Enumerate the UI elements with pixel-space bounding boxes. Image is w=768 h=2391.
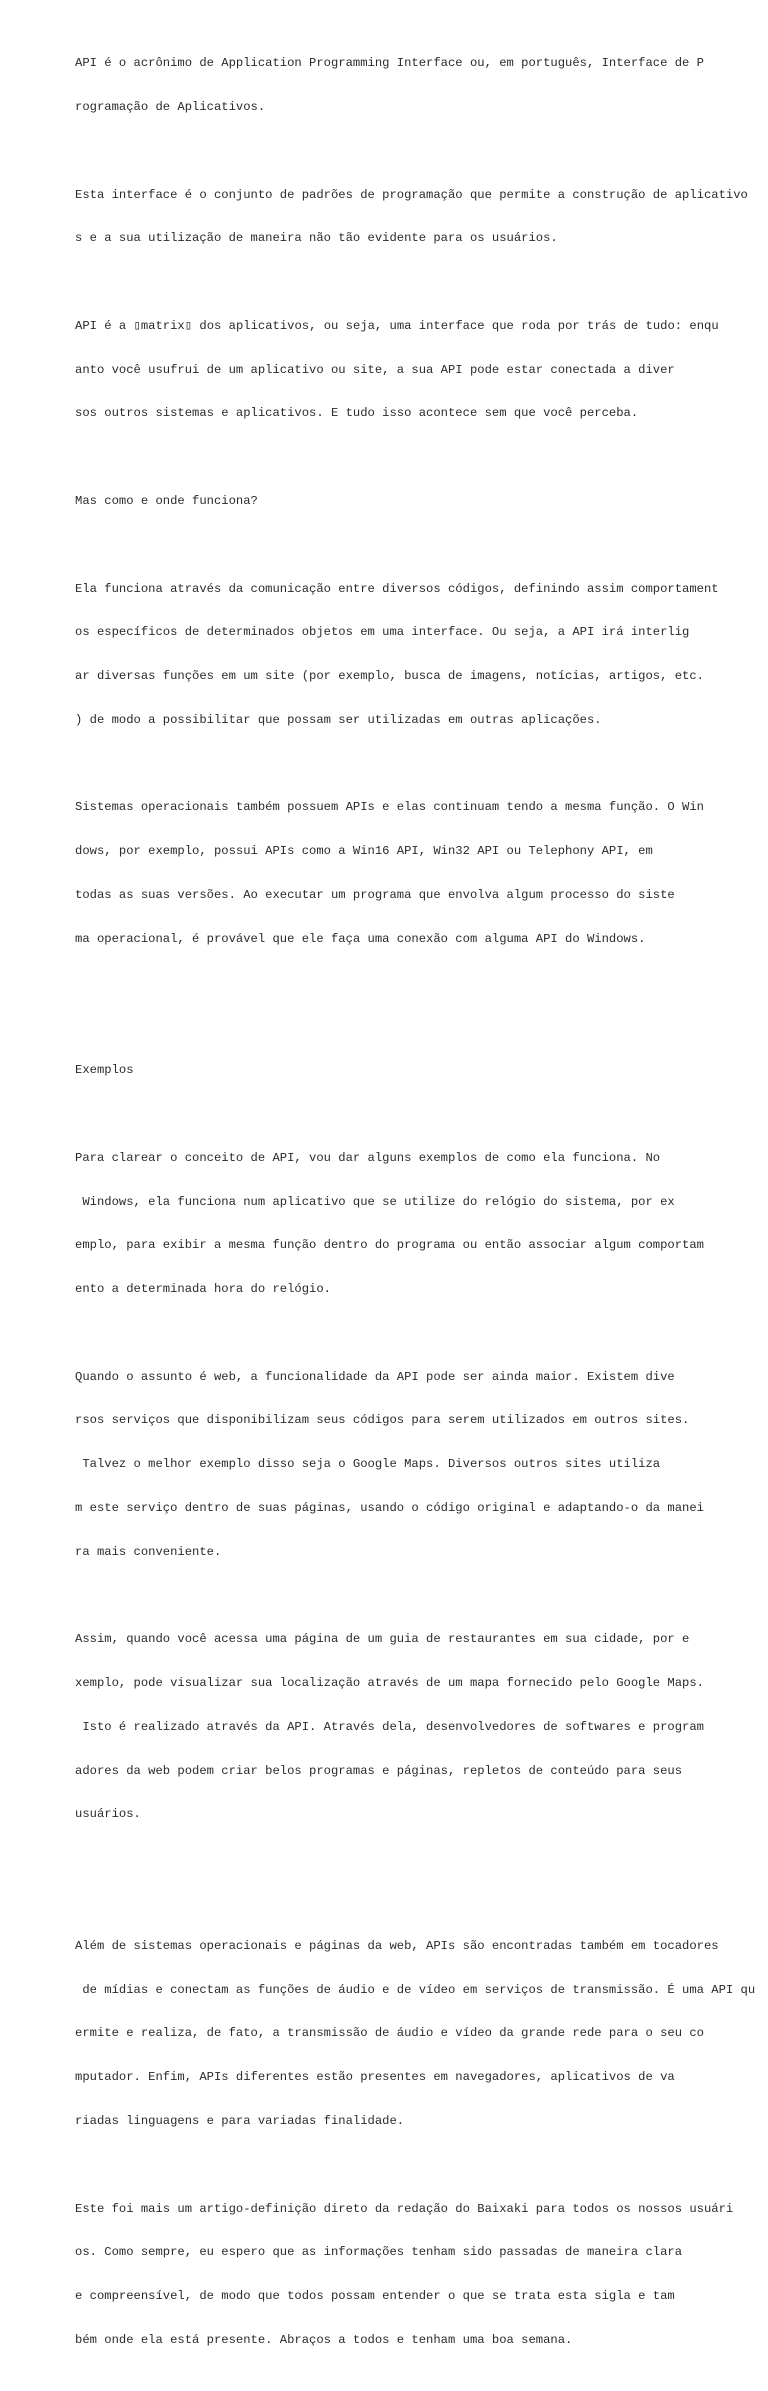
text-line: xemplo, pode visualizar sua localização através de um mapa fornecido pelo Google Maps. — [75, 1676, 704, 1691]
text-line: ra mais conveniente. — [75, 1544, 222, 1559]
text-line: Quando o assunto é web, a funcionalidade da API pode ser ainda maior. Existem dive — [75, 1369, 675, 1384]
text-line: de mídias e conectam as funções de áudio e de vídeo em serviços de transmissão. É uma API qu — [75, 1982, 756, 1997]
document-body — [75, 27, 768, 2391]
paragraph-windows-example — [75, 1122, 768, 1326]
text-line: rsos serviços que disponibilizam seus códigos para serem utilizados em outros sites. — [75, 1413, 690, 1428]
text-line: Isto é realizado através da API. Através dela, desenvolvedores de softwares e program — [75, 1719, 704, 1734]
paragraph-definition — [75, 158, 768, 275]
text-line: Exemplos — [75, 1063, 134, 1078]
blank-space — [75, 1866, 768, 1910]
text-line: todas as suas versões. Ao executar um programa que envolva algum processo do siste — [75, 888, 675, 903]
text-line: s e a sua utilização de maneira não tão evidente para os usuários. — [75, 231, 558, 246]
text-line: anto você usufrui de um aplicativo ou site, a sua API pode estar conectada a diver — [75, 362, 675, 377]
paragraph-intro — [75, 27, 768, 144]
text-line: ar diversas funções em um site (por exemplo, busca de imagens, notícias, artigos, etc. — [75, 669, 704, 684]
text-line: riadas linguagens e para variadas finalidade. — [75, 2113, 405, 2128]
text-line: usuários. — [75, 1807, 141, 1822]
text-line: sos outros sistemas e aplicativos. E tudo isso acontece sem que você perceba. — [75, 406, 639, 421]
paragraph-how-it-works — [75, 552, 768, 756]
text-line: Esta interface é o conjunto de padrões de programação que permite a construção de aplicativo — [75, 187, 748, 202]
text-line: os específicos de determinados objetos em uma interface. Ou seja, a API irá interlig — [75, 625, 690, 640]
text-line: ermite e realiza, de fato, a transmissão de áudio e vídeo da grande rede para o seu co — [75, 2026, 704, 2041]
text-line: Para clarear o conceito de API, vou dar alguns exemplos de como ela funciona. No — [75, 1150, 661, 1165]
text-line: adores da web podem criar belos programas e páginas, repletos de conteúdo para seus — [75, 1763, 683, 1778]
text-line: mputador. Enfim, APIs diferentes estão presentes em navegadores, aplicativos de va — [75, 2070, 675, 2085]
text-line: m este serviço dentro de suas páginas, usando o código original e adaptando-o da manei — [75, 1500, 704, 1515]
text-line: Além de sistemas operacionais e páginas da web, APIs são encontradas também em tocadores — [75, 1938, 719, 1953]
text-line: Sistemas operacionais também possuem APIs e elas continuam tendo a mesma função. O Win — [75, 800, 704, 815]
section-question — [75, 465, 768, 538]
paragraph-web-example — [75, 1340, 768, 1588]
text-line: os. Como sempre, eu espero que as informações tenham sido passadas de maneira clara — [75, 2245, 683, 2260]
blank-space — [75, 990, 768, 1034]
text-line: Ela funciona através da comunicação entre diversos códigos, definindo assim comportament — [75, 581, 719, 596]
text-line: bém onde ela está presente. Abraços a todos e tenham uma boa semana. — [75, 2332, 573, 2347]
text-line: Mas como e onde funciona? — [75, 494, 258, 508]
section-heading-examples — [75, 1034, 768, 1107]
text-line: rogramação de Aplicativos. — [75, 99, 266, 114]
text-line: ) de modo a possibilitar que possam ser utilizadas em outras aplicações. — [75, 712, 602, 727]
text-line: Assim, quando você acessa uma página de um guia de restaurantes em sua cidade, por e — [75, 1632, 690, 1647]
text-line: ento a determinada hora do relógio. — [75, 1282, 331, 1297]
text-line: Este foi mais um artigo-definição direto da redação do Baixaki para todos os nossos usuári — [75, 2201, 734, 2216]
text-line: dows, por exemplo, possui APIs como a Win16 API, Win32 API ou Telephony API, em — [75, 844, 653, 859]
text-line: ma operacional, é provável que ele faça uma conexão com alguma API do Windows. — [75, 931, 646, 946]
text-line: Talvez o melhor exemplo disso seja o Google Maps. Diversos outros sites utiliza — [75, 1457, 661, 1472]
text-line: API é o acrônimo de Application Programming Interface ou, em português, Interface de P — [75, 56, 704, 71]
paragraph-media-players — [75, 1910, 768, 2158]
text-line: API é a ▯matrix▯ dos aplicativos, ou seja, uma interface que roda por trás de tudo: enqu — [75, 318, 719, 333]
paragraph-operating-systems — [75, 771, 768, 975]
text-line: Windows, ela funciona num aplicativo que se utilize do relógio do sistema, por ex — [75, 1194, 675, 1209]
text-line: e compreensível, de modo que todos possam entender o que se trata esta sigla e tam — [75, 2289, 675, 2304]
paragraph-closing — [75, 2172, 768, 2376]
paragraph-maps-example — [75, 1603, 768, 1851]
paragraph-matrix — [75, 290, 768, 451]
text-line: emplo, para exibir a mesma função dentro do programa ou então associar algum comportam — [75, 1238, 704, 1253]
